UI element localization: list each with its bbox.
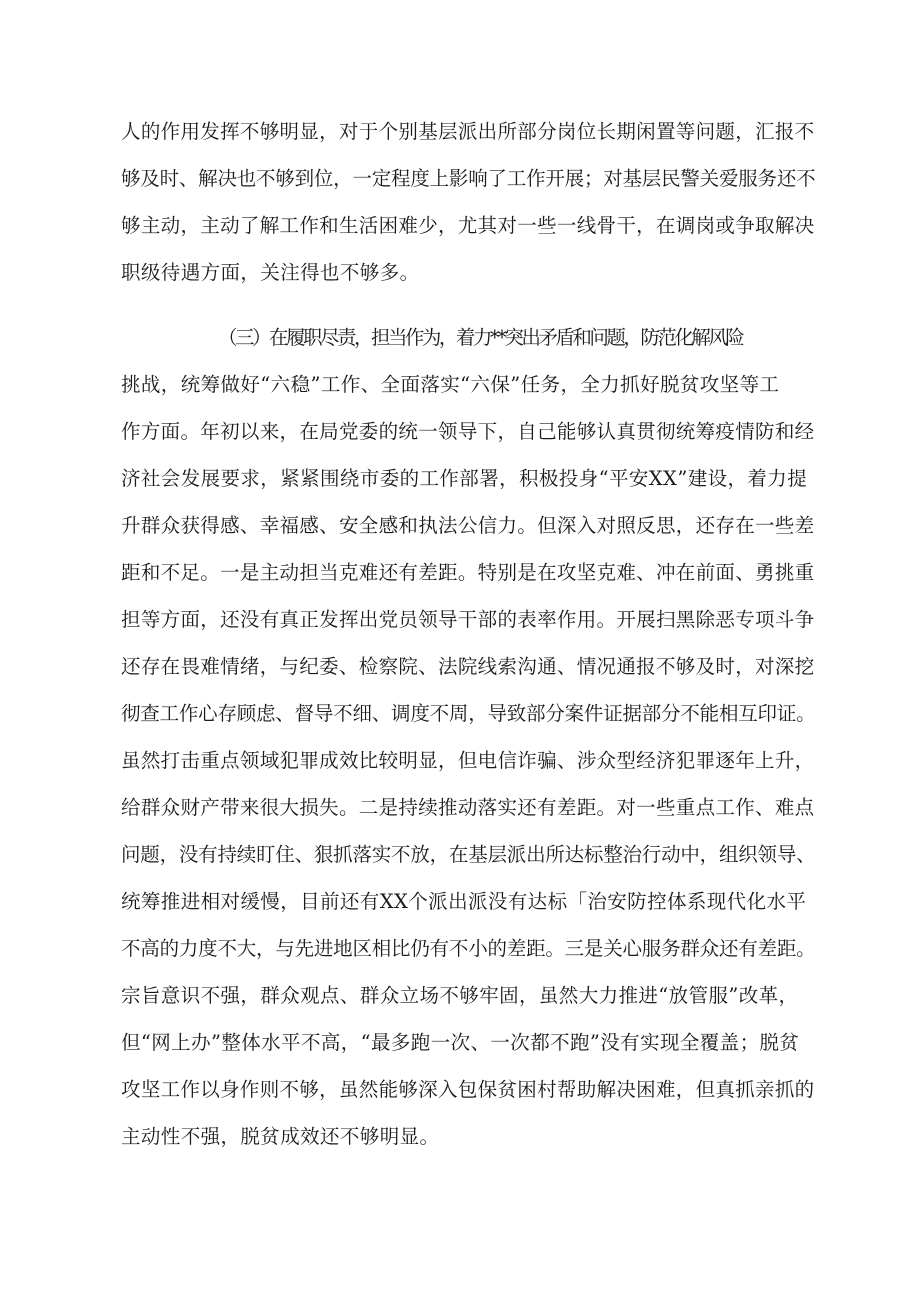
text-line: 但“网上办”整体水平不高，“最多跑一次、一次都不跑”没有实现全覆盖；脱贫 xyxy=(121,1031,800,1054)
text-line: 虽然打击重点领域犯罪成效比较明显，但电信诈骗、涉众型经济犯罪逐年上升， xyxy=(121,749,815,772)
text-line: 升群众获得感、幸福感、安全感和执法公信力。但深入对照反思，还存在一些差 xyxy=(121,514,815,537)
text-line: 主动性不强，脱贫成效还不够明显。 xyxy=(121,1125,440,1148)
text-line: 还存在畏难情绪，与纪委、检察院、法院线索沟通、情况通报不够及时，对深挖 xyxy=(121,655,815,678)
text-line: 给群众财产带来很大损失。二是持续推动落实还有差距。对一些重点工作、难点 xyxy=(121,796,815,819)
text-line: 距和不足。一是主动担当克难还有差距。特别是在攻坚克难、冲在前面、勇挑重 xyxy=(121,561,815,584)
text-line: 不高的力度不大，与先进地区相比仍有不小的差距。三是关心服务群众还有差距。 xyxy=(121,937,816,960)
text-line: 问题，没有持续盯住、狠抓落实不放，在基层派出所达标整治行动中，组织领导、 xyxy=(121,843,816,866)
text-line: 济社会发展要求，紧紧围绕市委的工作部署，积极投身“平安XX”建设，着力提 xyxy=(121,467,808,490)
text-line: 彻查工作心存顾虑、督导不细、调度不周，导致部分案件证据部分不能相互印证。 xyxy=(121,702,816,725)
text-line: 宗旨意识不强，群众观点、群众立场不够牢固，虽然大力推进“放管服”改革， xyxy=(121,984,799,1007)
text-line: 职级待遇方面，关注得也不够多。 xyxy=(121,261,420,284)
text-line: 人的作用发挥不够明显，对于个别基层派出所部分岗位长期闲置等问题，汇报不 xyxy=(121,120,815,143)
text-line: 作方面。年初以来，在局党委的统一领导下，自己能够认真贯彻统筹疫情防和经 xyxy=(121,420,815,443)
text-line: 够主动，主动了解工作和生活困难少，尤其对一些一线骨干，在调岗或争取解决 xyxy=(121,214,815,237)
text-line: 挑战，统筹做好“六稳”工作、全面落实“六保”任务，全力抓好脱贫攻坚等工 xyxy=(121,373,780,396)
text-line: （三）在履职尽责，担当作为，着力**突出矛盾和问题，防范化解风险 xyxy=(218,326,743,349)
text-line: 攻坚工作以身作则不够，虽然能够深入包保贫困村帮助解决困难，但真抓亲抓的 xyxy=(121,1078,815,1101)
text-line: 统筹推进相对缓慢，目前还有XX个派出派没有达标「治安防控体系现代化水平 xyxy=(121,890,807,913)
text-line: 够及时、解决也不够到位，一定程度上影响了工作开展；对基层民警关爱服务还不 xyxy=(121,167,816,190)
text-line: 担等方面，还没有真正发挥出党员领导干部的表率作用。开展扫黑除恶专项斗争 xyxy=(121,608,815,631)
